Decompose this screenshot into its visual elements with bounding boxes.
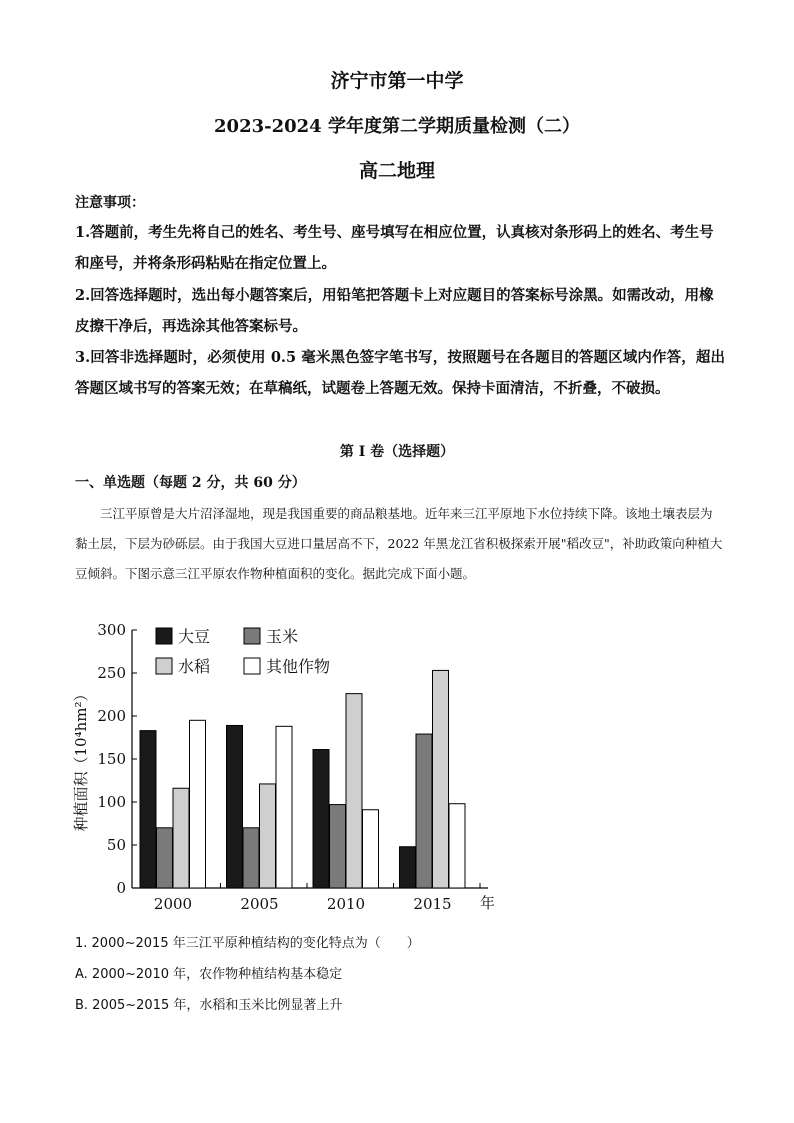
option-b: B. 2005~2015 年，水稻和玉米比例显著上升 <box>75 998 343 1013</box>
y-axis-label: 种植面积（10⁴hm²） <box>72 686 90 832</box>
notice-heading: 注意事项： <box>75 195 145 211</box>
y-tick-label: 0 <box>116 879 126 897</box>
notice-item: 2.回答选择题时，选出每小题答案后，用铅笔把答题卡上对应题目的答案标号涂黑。如需改动，用橡皮擦干净后，再选涂其他答案标号。 <box>75 287 714 335</box>
bar-水稻-2000 <box>173 788 189 888</box>
legend-label: 大豆 <box>178 627 211 646</box>
y-tick-label: 200 <box>97 707 126 725</box>
bar-其他作物-2000 <box>190 720 206 888</box>
notice-item: 1.答题前，考生先将自己的姓名、考生号、座号填写在相应位置，认真核对条形码上的姓名、考生号和座号，并将条形码粘贴在指定位置上。 <box>75 224 714 272</box>
bar-大豆-2000 <box>140 731 156 888</box>
option-a: A. 2000~2010 年，农作物种植结构基本稳定 <box>75 967 343 982</box>
legend-swatch-其他作物 <box>244 658 260 674</box>
bar-大豆-2010 <box>313 750 329 888</box>
legend-swatch-大豆 <box>156 628 172 644</box>
legend-label: 其他作物 <box>266 657 331 676</box>
bar-水稻-2010 <box>346 694 362 888</box>
bar-玉米-2010 <box>330 805 346 888</box>
bar-其他作物-2005 <box>276 726 292 888</box>
question-1: 1. 2000~2015 年三江平原种植结构的变化特点为（ ） <box>75 936 420 951</box>
x-tick-label: 2000 <box>153 895 193 913</box>
question-intro: 三江平原曾是大片沼泽湿地，现是我国重要的商品粮基地。近年来三江平原地下水位持续下降。该地土壤表层为黏土层，下层为砂砾层。由于我国大豆进口量居高不下，2022 年黑龙江省积极探索开展"稻改豆"，补助政策向种植大豆倾斜。下图示意三江平原农作物种植面积的变化。据此完成下面小题。 <box>75 506 723 581</box>
x-axis-label: 年 <box>480 894 496 912</box>
y-tick-label: 250 <box>97 664 126 682</box>
legend-swatch-玉米 <box>244 628 260 644</box>
bar-玉米-2015 <box>416 734 432 888</box>
exam-title: 2023-2024 学年度第二学期质量检测（二） <box>214 116 580 137</box>
bar-水稻-2005 <box>260 784 276 888</box>
bar-玉米-2005 <box>243 828 259 888</box>
section-title: 第 I 卷（选择题） <box>339 444 455 460</box>
legend-label: 玉米 <box>266 627 299 646</box>
legend-swatch-水稻 <box>156 658 172 674</box>
y-tick-label: 150 <box>97 750 126 768</box>
bar-大豆-2005 <box>227 725 243 888</box>
bar-水稻-2015 <box>433 670 449 888</box>
crop-area-bar-chart <box>70 618 510 918</box>
x-tick-label: 2010 <box>326 895 366 913</box>
y-tick-label: 100 <box>97 793 126 811</box>
part-title: 一、单选题（每题 2 分，共 60 分） <box>75 475 306 491</box>
bar-其他作物-2015 <box>449 804 465 888</box>
x-tick-label: 2015 <box>413 895 452 913</box>
x-tick-label: 2005 <box>240 895 279 913</box>
school-title: 济宁市第一中学 <box>330 70 464 92</box>
legend-label: 水稻 <box>178 657 211 676</box>
bar-大豆-2015 <box>400 847 416 888</box>
y-tick-label: 300 <box>97 621 126 639</box>
notice-item: 3.回答非选择题时，必须使用 0.5 毫米黑色签字笔书写，按照题号在各题目的答题区域内作答，超出答题区域书写的答案无效；在草稿纸，试题卷上答题无效。保持卡面清洁，不折叠，不破损。 <box>75 349 725 397</box>
bar-玉米-2000 <box>157 828 173 888</box>
bar-其他作物-2010 <box>363 810 379 888</box>
y-tick-label: 50 <box>106 836 126 854</box>
subject-title: 高二地理 <box>358 160 435 182</box>
